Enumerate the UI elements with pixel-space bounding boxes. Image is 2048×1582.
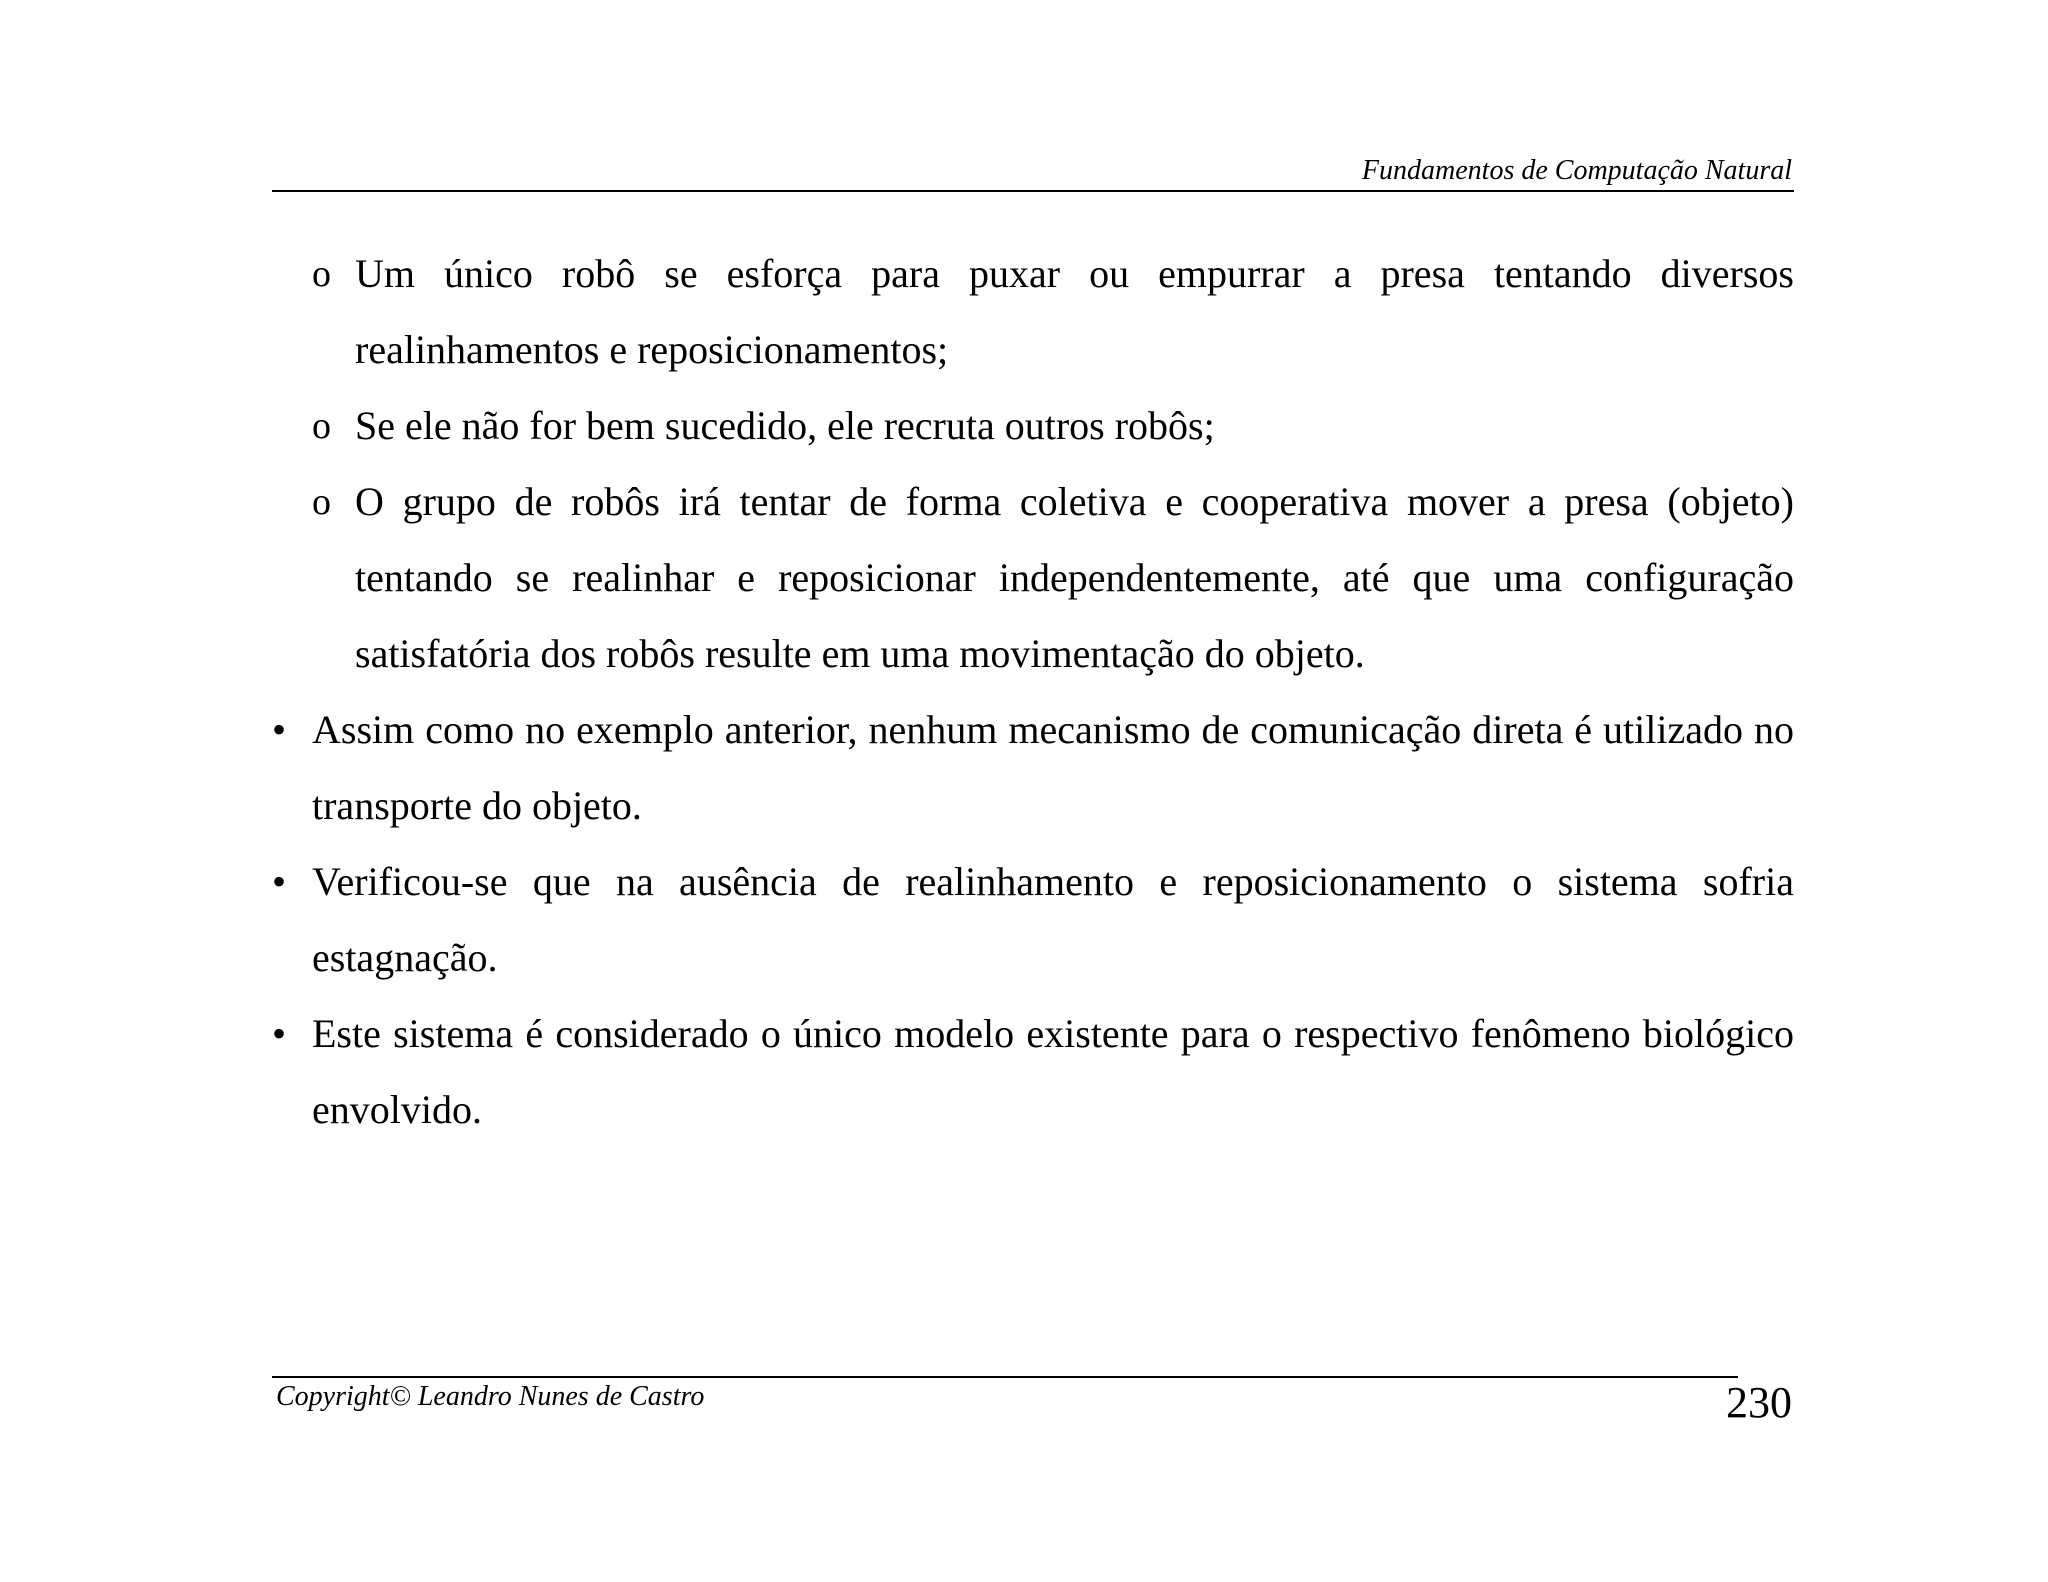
- filled-dot-bullet-icon: •: [272, 859, 287, 904]
- bullet-item: [272, 844, 1794, 996]
- footer-copyright: Copyright© Leandro Nunes de Castro: [276, 1381, 705, 1412]
- header-divider: [272, 190, 1794, 192]
- sub-bullet-item: [272, 388, 1794, 464]
- page-body: [272, 236, 1794, 1148]
- footer-divider: [272, 1376, 1738, 1378]
- page-number: 230: [1726, 1378, 1792, 1427]
- filled-dot-bullet-icon: •: [272, 1011, 287, 1056]
- sub-bullet-text: O grupo de robôs irá tentar de forma coletiva e cooperativa mover a presa (objeto) tentando se realinhar e reposicionar independentemente, até que uma configuração satisfatória dos robôs resulte em uma movimentação do objeto.: [355, 479, 1794, 676]
- sub-bullet-text: Um único robô se esforça para puxar ou empurrar a presa tentando diversos realinhamentos e reposicionamentos;: [355, 251, 1794, 372]
- running-header-title: Fundamentos de Computação Natural: [1361, 155, 1792, 186]
- hollow-circle-bullet-icon: o: [312, 481, 331, 523]
- hollow-circle-bullet-icon: o: [312, 405, 331, 447]
- bullet-text: Assim como no exemplo anterior, nenhum mecanismo de comunicação direta é utilizado no transporte do objeto.: [312, 707, 1794, 828]
- sub-bullet-item: [272, 464, 1794, 692]
- bullet-text: Este sistema é considerado o único modelo existente para o respectivo fenômeno biológico envolvido.: [312, 1011, 1794, 1132]
- hollow-circle-bullet-icon: o: [312, 253, 331, 295]
- bullet-text: Verificou-se que na ausência de realinhamento e reposicionamento o sistema sofria estagnação.: [312, 859, 1794, 980]
- filled-dot-bullet-icon: •: [272, 707, 287, 752]
- sub-bullet-text: Se ele não for bem sucedido, ele recruta outros robôs;: [355, 403, 1215, 448]
- bullet-item: [272, 996, 1794, 1148]
- bullet-item: [272, 692, 1794, 844]
- sub-bullet-item: [272, 236, 1794, 388]
